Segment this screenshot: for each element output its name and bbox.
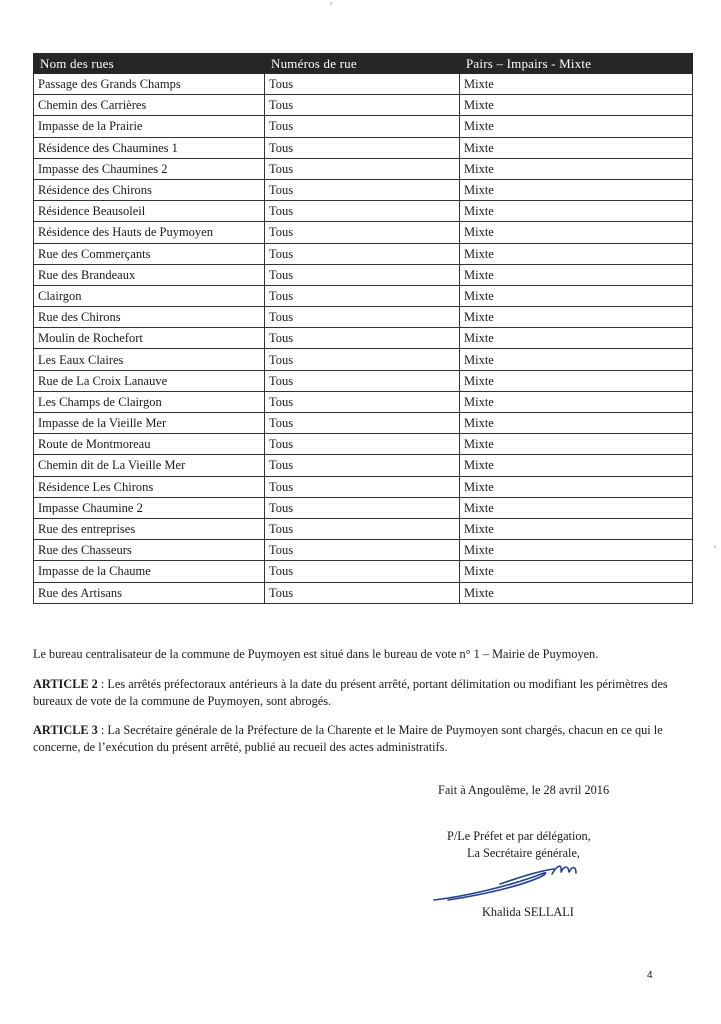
table-row: [34, 434, 693, 455]
table-row: [34, 476, 693, 497]
article-2-text: : Les arrêtés préfectoraux antérieurs à la date du présent arrêté, portant délimitation ou modifiant les périmètres des bureaux de vote de la commune de Puymoyen, sont abrogés.: [33, 677, 668, 708]
table-row: [34, 349, 693, 370]
street-name-cell: Rue des Commerçants: [34, 243, 265, 264]
street-name-cell: Rue des Chirons: [34, 307, 265, 328]
street-name-cell: Chemin des Carrières: [34, 95, 265, 116]
street-name-cell: Résidence des Chirons: [34, 179, 265, 200]
table-row: [34, 179, 693, 200]
street-numbers-cell: Tous: [265, 307, 460, 328]
parity-cell: Mixte: [460, 540, 693, 561]
parity-cell: Mixte: [460, 158, 693, 179]
article-2-label: ARTICLE 2: [33, 677, 98, 691]
table-row: [34, 158, 693, 179]
signatory-title: La Secrétaire générale,: [467, 846, 580, 860]
street-name-cell: Résidence des Hauts de Puymoyen: [34, 222, 265, 243]
parity-cell: Mixte: [460, 497, 693, 518]
signatory-name: Khalida SELLALI: [482, 905, 574, 919]
street-numbers-cell: Tous: [265, 158, 460, 179]
header-street-numbers: Numéros de rue: [265, 54, 460, 74]
table-row: [34, 74, 693, 95]
parity-cell: Mixte: [460, 285, 693, 306]
parity-cell: Mixte: [460, 222, 693, 243]
street-numbers-cell: Tous: [265, 391, 460, 412]
handwritten-signature: [428, 856, 588, 906]
street-name-cell: Rue des entreprises: [34, 518, 265, 539]
street-numbers-cell: Tous: [265, 434, 460, 455]
street-numbers-cell: Tous: [265, 116, 460, 137]
street-name-cell: Résidence Beausoleil: [34, 201, 265, 222]
street-numbers-cell: Tous: [265, 285, 460, 306]
table-row: [34, 95, 693, 116]
date-line: Fait à Angoulême, le 28 avril 2016: [438, 783, 610, 797]
street-numbers-cell: Tous: [265, 264, 460, 285]
streets-table: [33, 53, 693, 604]
parity-cell: Mixte: [460, 476, 693, 497]
street-name-cell: Impasse de la Vieille Mer: [34, 413, 265, 434]
parity-cell: Mixte: [460, 561, 693, 582]
street-numbers-cell: Tous: [265, 455, 460, 476]
street-name-cell: Route de Montmoreau: [34, 434, 265, 455]
parity-cell: Mixte: [460, 434, 693, 455]
street-numbers-cell: Tous: [265, 137, 460, 158]
street-numbers-cell: Tous: [265, 328, 460, 349]
table-row: [34, 497, 693, 518]
street-name-cell: Résidence des Chaumines 1: [34, 137, 265, 158]
street-name-cell: Rue de La Croix Lanauve: [34, 370, 265, 391]
street-name-cell: Impasse de la Chaume: [34, 561, 265, 582]
parity-cell: Mixte: [460, 116, 693, 137]
article-3-text: : La Secrétaire générale de la Préfecture de la Charente et le Maire de Puymoyen sont chargés, chacun en ce qui le concerne, de l’exécution du présent arrêté, publié au recueil des actes administratifs.: [33, 723, 663, 754]
parity-cell: Mixte: [460, 201, 693, 222]
street-numbers-cell: Tous: [265, 179, 460, 200]
article-2-paragraph: [33, 676, 693, 710]
table-row: [34, 285, 693, 306]
table-row: [34, 116, 693, 137]
street-numbers-cell: Tous: [265, 349, 460, 370]
header-parity: Pairs – Impairs - Mixte: [460, 54, 693, 74]
parity-cell: Mixte: [460, 370, 693, 391]
article-3-paragraph: [33, 722, 693, 756]
scan-speck: [330, 2, 332, 5]
parity-cell: Mixte: [460, 349, 693, 370]
parity-cell: Mixte: [460, 264, 693, 285]
street-name-cell: Clairgon: [34, 285, 265, 306]
street-numbers-cell: Tous: [265, 74, 460, 95]
street-numbers-cell: Tous: [265, 413, 460, 434]
parity-cell: Mixte: [460, 95, 693, 116]
table-row: [34, 222, 693, 243]
table-row: [34, 307, 693, 328]
street-name-cell: Résidence Les Chirons: [34, 476, 265, 497]
parity-cell: Mixte: [460, 413, 693, 434]
table-row: [34, 455, 693, 476]
parity-cell: Mixte: [460, 307, 693, 328]
header-street-name: Nom des rues: [34, 54, 265, 74]
scan-speck: [714, 545, 716, 548]
street-name-cell: Impasse de la Prairie: [34, 116, 265, 137]
table-row: [34, 582, 693, 603]
street-numbers-cell: Tous: [265, 582, 460, 603]
table-row: [34, 540, 693, 561]
street-numbers-cell: Tous: [265, 476, 460, 497]
street-numbers-cell: Tous: [265, 243, 460, 264]
parity-cell: Mixte: [460, 179, 693, 200]
street-numbers-cell: Tous: [265, 201, 460, 222]
street-name-cell: Chemin dit de La Vieille Mer: [34, 455, 265, 476]
parity-cell: Mixte: [460, 243, 693, 264]
street-numbers-cell: Tous: [265, 497, 460, 518]
table-row: [34, 561, 693, 582]
table-row: [34, 370, 693, 391]
street-name-cell: Rue des Chasseurs: [34, 540, 265, 561]
street-name-cell: Les Eaux Claires: [34, 349, 265, 370]
centralisateur-paragraph: Le bureau centralisateur de la commune de Puymoyen est situé dans le bureau de vote n° 1 – Mairie de Puymoyen.: [33, 647, 599, 661]
street-name-cell: Rue des Brandeaux: [34, 264, 265, 285]
table-row: [34, 413, 693, 434]
parity-cell: Mixte: [460, 455, 693, 476]
table-body: [34, 74, 693, 604]
parity-cell: Mixte: [460, 582, 693, 603]
table-row: [34, 391, 693, 412]
table-row: [34, 137, 693, 158]
table-row: [34, 264, 693, 285]
parity-cell: Mixte: [460, 391, 693, 412]
street-numbers-cell: Tous: [265, 222, 460, 243]
street-numbers-cell: Tous: [265, 561, 460, 582]
street-name-cell: Passage des Grands Champs: [34, 74, 265, 95]
article-3-label: ARTICLE 3: [33, 723, 98, 737]
street-numbers-cell: Tous: [265, 95, 460, 116]
street-name-cell: Les Champs de Clairgon: [34, 391, 265, 412]
delegation-line: P/Le Préfet et par délégation,: [447, 829, 591, 843]
table-row: [34, 243, 693, 264]
table-header-row: [34, 54, 693, 74]
table-row: [34, 518, 693, 539]
street-numbers-cell: Tous: [265, 370, 460, 391]
street-numbers-cell: Tous: [265, 540, 460, 561]
street-numbers-cell: Tous: [265, 518, 460, 539]
street-name-cell: Impasse Chaumine 2: [34, 497, 265, 518]
street-name-cell: Impasse des Chaumines 2: [34, 158, 265, 179]
table-row: [34, 328, 693, 349]
parity-cell: Mixte: [460, 328, 693, 349]
parity-cell: Mixte: [460, 137, 693, 158]
table-row: [34, 201, 693, 222]
page-number: 4: [647, 970, 653, 981]
parity-cell: Mixte: [460, 518, 693, 539]
street-name-cell: Moulin de Rochefort: [34, 328, 265, 349]
street-name-cell: Rue des Artisans: [34, 582, 265, 603]
parity-cell: Mixte: [460, 74, 693, 95]
